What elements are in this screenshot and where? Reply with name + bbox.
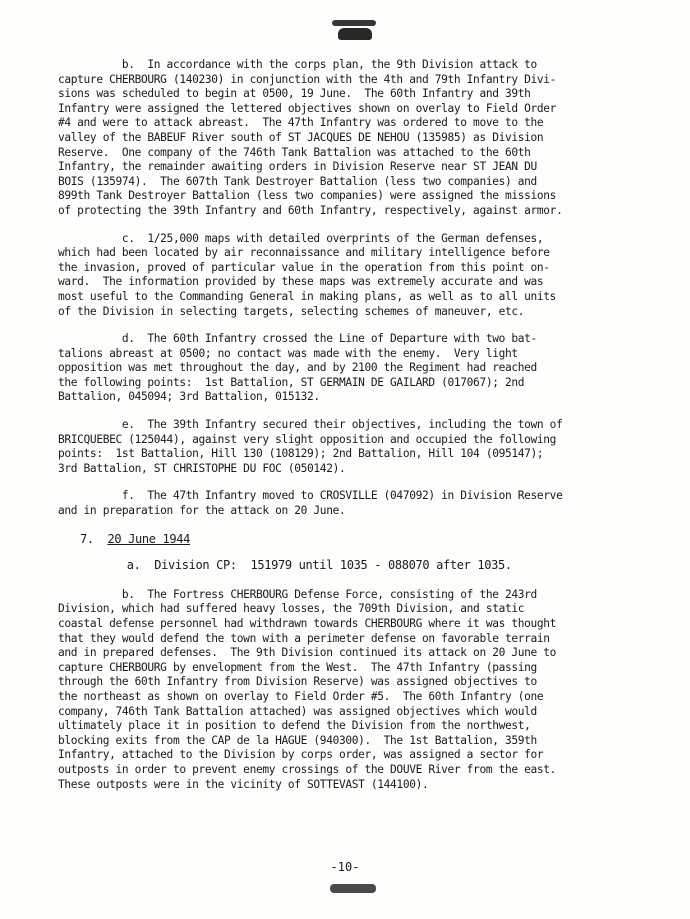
paragraph-e-39th-infantry: e. The 39th Infantry secured their objectives, including the town of BRICQUEBEC (125044), against very slight opposition and occupied the following points: 1st Battalion, Hill 130 (108129); 2nd Battalion, Hill 104 (095147); 3rd Battalion, ST CHRISTOPHE DU FOC (050142). bbox=[58, 418, 563, 475]
paragraph-c-maps: c. 1/25,000 maps with detailed overprints of the German defenses, which had been located by air reconnaissance and military intelligence before the invasion, proved of particular value in the operation from this point on- ward. The information provided by these maps was extremely accurate and was most useful to the Commanding General in making plans, as well as to all units of the Division in selecting targets, selecting schemes of maneuver, etc. bbox=[58, 231, 557, 318]
page-number: -10- bbox=[330, 860, 360, 874]
section-date: 20 June 1944 bbox=[107, 531, 190, 546]
redaction-mark-top bbox=[338, 28, 372, 40]
redaction-mark-bottom bbox=[330, 884, 376, 893]
paragraph-f-47th-infantry: f. The 47th Infantry moved to CROSVILLE (047092) in Division Reserve and in preparation for the attack on 20 June. bbox=[58, 489, 563, 518]
section-heading bbox=[80, 532, 662, 547]
paragraph-b-fortress-cherbourg: b. The Fortress CHERBOURG Defense Force, consisting of the 243rd Division, which had suffered heavy losses, the 709th Division, and static coastal defense personnel had withdrawn towards CHERBOURG where it was thought that they would defend the town with a perimeter defense on favorable terrain and in prepared defenses. The 9th Division continued its attack on 20 June to capture CHERBOURG by envelopment from the West. The 47th Infantry (passing through the 60th Infantry from Division Reserve) was assigned objectives to the northeast as shown on overlay to Field Order #5. The 60th Infantry (one company, 746th Tank Battalion attached) was assigned objectives which would ultimately place it in position to defend the Division from the northwest, blocking exits from the CAP de la HAGUE (940300). The 1st Battalion, 359th Infantry, attached to the Division by corps order, was assigned a sector for outposts in order to prevent enemy crossings of the DOUVE River from the east. These outposts were in the vicinity of SOTTEVAST (144100). bbox=[58, 587, 557, 791]
section-number: 7. bbox=[80, 531, 94, 546]
paragraph-a-division-cp: a. Division CP: 151979 until 1035 - 088070 after 1035. bbox=[58, 558, 512, 573]
document-body bbox=[58, 58, 662, 805]
paragraph-b-attack-plan: b. In accordance with the corps plan, the 9th Division attack to capture CHERBOURG (140230) in conjunction with the 4th and 79th Infantry Divi- sions was scheduled to begin at 0500, 19 June. The 60th Infantry and 39th Infantry were assigned the lettered objectives shown on overlay to Field Order #4 and were to attack abreast. The 47th Infantry was ordered to move to the valley of the BABEUF River south of ST JACQUES DE NEHOU (135985) as Division Reserve. One company of the 746th Tank Battalion was attached to the 60th Infantry, the remainder awaiting orders in Division Reserve near ST JEAN DU BOIS (135974). The 607th Tank Destroyer Battalion (less two companies) and 899th Tank Destroyer Battalion (less two companies) were assigned the missions of protecting the 39th Infantry and 60th Infantry, respectively, against armor. bbox=[58, 58, 563, 217]
paragraph-d-60th-infantry: d. The 60th Infantry crossed the Line of Departure with two bat- talions abreast at 0500; no contact was made with the enemy. Very light opposition was met throughout the day, and by 2100 the Regiment had reached the following points: 1st Battalion, ST GERMAIN DE GAILARD (017067); 2nd Battalion, 045094; 3rd Battalion, 015132. bbox=[58, 332, 537, 404]
